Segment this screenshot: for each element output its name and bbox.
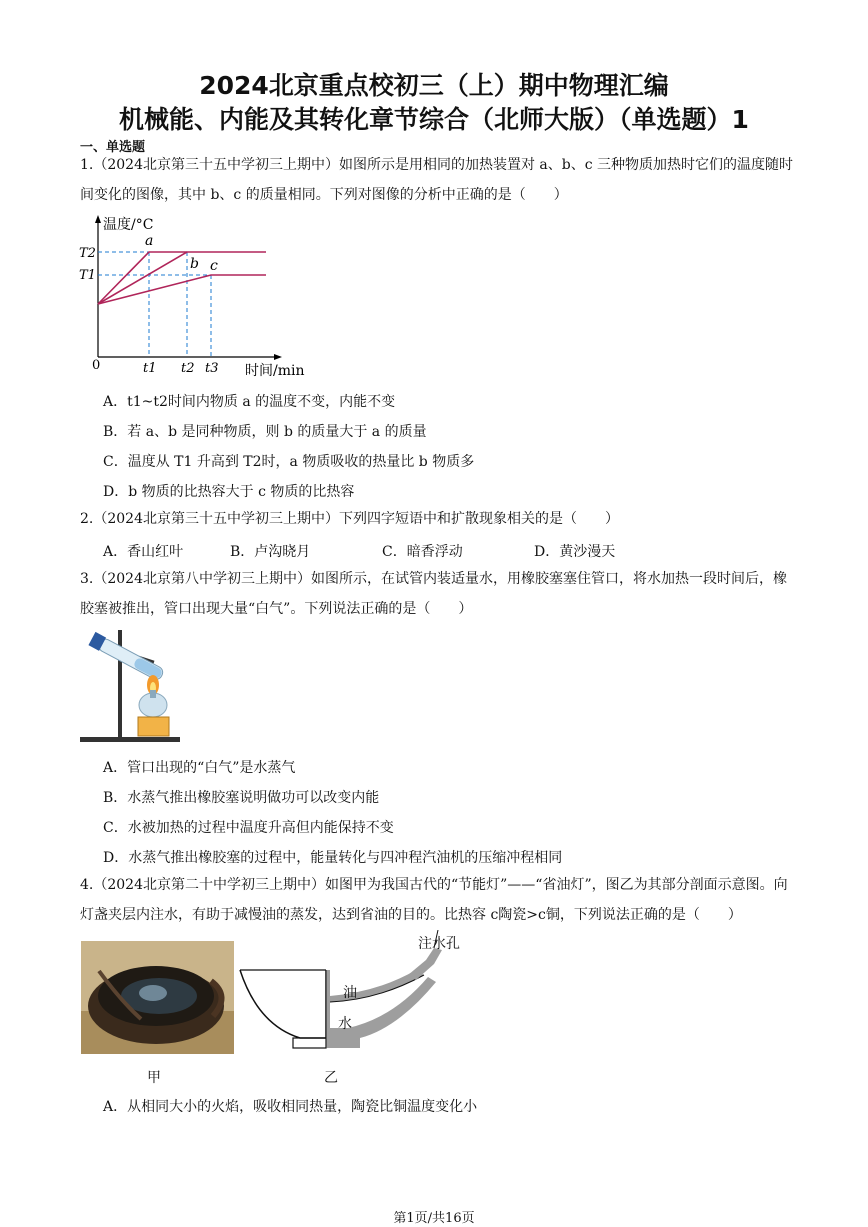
series-b-line [98,252,187,304]
series-label-b: b [190,256,199,272]
question-2-options [103,541,615,561]
question-2-option-a: A．香山红叶 [103,544,184,560]
question-3-text: 3.（2024北京第八中学初三上期中）如图所示，在试管内装适量水，用橡胶塞塞住管口，将水加热一段时间后，橡胶塞被推出，管口出现大量“白气”。下列说法正确的是（ ） [80,571,787,617]
question-2-option-c: C．暗香浮动 [382,544,463,560]
question-1-option-b: B．若 a、b 是同种物质，则 b 的质量大于 a 的质量 [103,424,427,440]
question-4-option-a: A．从相同大小的火焰，吸收相同热量，陶瓷比铜温度变化小 [103,1099,478,1115]
section-label: 一、单选题 [80,140,146,155]
temperature-time-chart [70,212,320,382]
question-3-option-c: C．水被加热的过程中温度升高但内能保持不变 [103,820,394,836]
tick-label-t3: t3 [205,361,219,376]
series-label-a: a [145,233,154,249]
question-2-option-d: D．黄沙漫天 [534,544,616,560]
tick-label-t2: t2 [181,361,195,376]
label-water-hole: 注水孔 [418,936,460,952]
question-1-text: 1.（2024北京第三十五中学初三上期中）如图所示是用相同的加热装置对 a、b、c 三种物质加热时它们的温度随时间变化的图像，其中 b、c 的质量相同。下列对图像的分析中正确的是（ ） [80,157,794,203]
question-3-option-a: A．管口出现的“白气”是水蒸气 [103,760,296,776]
series-label-c: c [210,258,218,274]
label-oil: 油 [343,985,357,1001]
question-3-option-d: D．水蒸气推出橡胶塞的过程中，能量转化与四冲程汽油机的压缩冲程相同 [103,850,563,866]
tick-label-T2: T2 [79,246,96,261]
page-title: 2024北京重点校初三（上）期中物理汇编 [199,71,669,100]
label-water: 水 [338,1016,352,1032]
figure-label-yi: 乙 [324,1070,338,1086]
figure-label-jia: 甲 [147,1070,161,1086]
test-tube-heating-figure [78,627,188,747]
origin-label: 0 [92,358,101,373]
tick-label-t1: t1 [143,361,157,376]
question-4-text: 4.（2024北京第二十中学初三上期中）如图甲为我国古代的“节能灯”——“省油灯”，图乙为其部分剖面示意图。向灯盏夹层内注水，有助于减慢油的蒸发，达到省油的目的。比热容 c陶瓷>c铜，下列说法正确的是（ ） [80,877,788,923]
question-2-text: 2.（2024北京第三十五中学初三上期中）下列四字短语中和扩散现象相关的是（ ） [80,511,619,527]
tick-label-T1: T1 [79,268,96,283]
question-2-option-b: B．卢沟晓月 [230,544,311,560]
question-3-option-b: B．水蒸气推出橡胶塞说明做功可以改变内能 [103,790,380,806]
y-axis-label: 温度/°C [103,217,154,233]
question-1-option-c: C．温度从 T1 升高到 T2时，a 物质吸收的热量比 b 物质多 [103,454,475,470]
page-subtitle: 机械能、内能及其转化章节综合（北师大版）（单选题）1 [119,105,749,134]
series-a-line [98,252,266,304]
question-1-option-d: D．b 物质的比热容大于 c 物质的比热容 [103,484,355,500]
page-number: 第1页/共16页 [393,1211,475,1226]
x-axis-label: 时间/min [245,363,305,379]
oil-lamp-photo [81,941,234,1054]
question-1-option-a: A．t1~t2时间内物质 a 的温度不变，内能不变 [103,394,396,410]
